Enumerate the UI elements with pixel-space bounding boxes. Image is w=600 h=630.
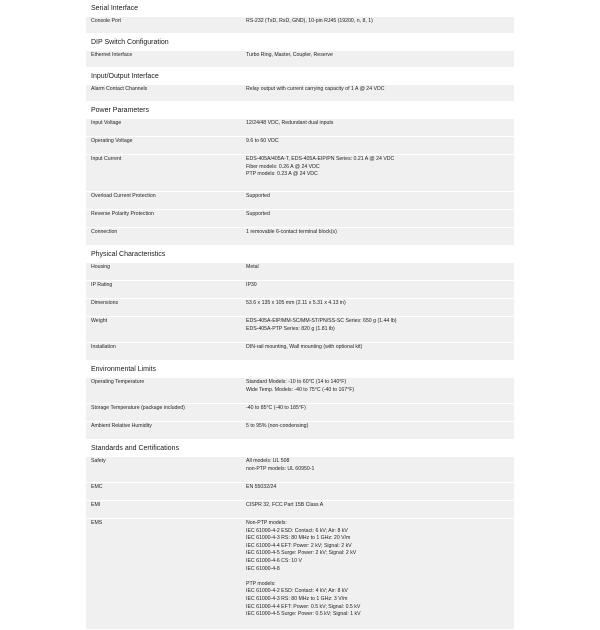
spec-value-line: IEC 61000-4-4 EFT: Power: 2 kV; Signal: 2 kV: [246, 542, 352, 549]
spec-value: [241, 343, 514, 360]
spec-label: Dimensions: [91, 300, 119, 306]
spec-row: [86, 85, 514, 102]
spec-sheet: [86, 0, 514, 630]
spec-value-line: Non-PTP models:: [246, 520, 287, 526]
spec-row: [86, 192, 514, 210]
spec-value-line: IEC 61000-4-3 RS: 80 MHz to 1 GHz: 20 V/m: [246, 535, 351, 542]
spec-value-line: EDS-405A-EIP/MM-SC/MM-ST/PN/SS-SC Series: 650 g (1.44 lb): [246, 318, 397, 324]
section-title: Power Parameters: [91, 107, 149, 114]
spec-value: [241, 192, 514, 209]
spec-value-line: EDS-405A-PTP Series: 820 g (1.81 lb): [246, 325, 335, 332]
spec-value-line: IEC 61000-4-6 CS: 10 V: [246, 557, 302, 564]
spec-row: [86, 483, 514, 501]
spec-value: [241, 457, 514, 482]
spec-label: Input Voltage: [91, 120, 122, 126]
spec-value-line: Standard Models: -10 to 60°C (14 to 140°F): [246, 379, 347, 385]
spec-value: [241, 501, 514, 518]
section-title: Physical Characteristics: [91, 251, 166, 258]
spec-label: Input Current: [91, 156, 122, 162]
spec-row: [86, 404, 514, 422]
spec-value: [241, 299, 514, 316]
spec-row: [86, 501, 514, 519]
spec-value-line: IEC 61000-4-2 ESD: Contact: 4 kV; Air: 8 kV: [246, 588, 348, 595]
spec-label: IP Rating: [91, 282, 113, 288]
spec-row: [86, 210, 514, 228]
spec-value-line: IEC 61000-4-5 Surge: Power: 2 kV; Signal: 2 kV: [246, 550, 357, 557]
spec-value-line: All models: UL 508: [246, 458, 290, 464]
spec-value-line: Wide Temp. Models: -40 to 75°C (-40 to 167°F): [246, 386, 355, 393]
spec-value-line: 1 removable 6-contact terminal block(s): [246, 229, 337, 235]
spec-value-line: IP30: [246, 282, 257, 288]
spec-row: [86, 137, 514, 155]
spec-label: Ethernet Interface: [91, 52, 133, 58]
section-title: Input/Output Interface: [91, 73, 159, 80]
spec-value: [241, 263, 514, 280]
spec-label: Overload Current Protection: [91, 193, 156, 199]
section-title: DIP Switch Configuration: [91, 39, 169, 46]
spec-label: Operating Voltage: [91, 138, 133, 144]
spec-label: Storage Temperature (package included): [91, 405, 185, 411]
spec-row: [86, 519, 514, 630]
spec-label: Connection: [91, 229, 118, 235]
spec-value-line: DIN-rail mounting, Wall mounting (with optional kit): [246, 344, 363, 350]
spec-label: EMS: [91, 520, 103, 526]
spec-value-line: Metal: [246, 264, 259, 270]
spec-row: [86, 17, 514, 34]
spec-label: EMI: [91, 502, 101, 508]
spec-value: [241, 51, 514, 67]
section-title: Serial Interface: [91, 5, 139, 12]
spec-row: [86, 51, 514, 68]
spec-value-line: EN 55032/24: [246, 484, 277, 490]
spec-value: [241, 317, 514, 342]
spec-row: [86, 378, 514, 404]
spec-value-line: IEC 61000-4-8: [246, 565, 280, 572]
spec-label: Operating Temperature: [91, 379, 145, 385]
spec-row: [86, 228, 514, 246]
spec-row: [86, 422, 514, 440]
spec-value: [241, 378, 514, 403]
spec-value-line: Fiber models: 0.26 A @ 24 VDC: [246, 163, 320, 170]
spec-value: [241, 155, 514, 191]
spec-value-line: EDS-405A/405A-T, EDS-405A-EIP/PN Series: 0.21 A @ 24 VDC: [246, 156, 395, 162]
spec-label: Weight: [91, 318, 108, 324]
spec-value-gap: [246, 573, 514, 581]
spec-value-line: -40 to 85°C (-40 to 185°F): [246, 405, 306, 411]
spec-value-line: Relay output with current carrying capacity of 1 A @ 24 VDC: [246, 86, 385, 92]
spec-value-line: PTP models:: [246, 580, 276, 587]
spec-value: [241, 422, 514, 439]
spec-row: [86, 299, 514, 317]
spec-label: Console Port: [91, 18, 121, 24]
spec-row: [86, 457, 514, 483]
spec-value-line: PTP models: 0.23 A @ 24 VDC: [246, 171, 318, 178]
spec-value: [241, 404, 514, 421]
spec-label: Installation: [91, 344, 116, 350]
spec-value-line: RS-232 (TxD, RxD, GND), 10-pin RJ45 (19200, n, 8, 1): [246, 18, 373, 24]
spec-row: [86, 343, 514, 361]
spec-value-line: Turbo Ring, Master, Coupler, Reserve: [246, 52, 333, 58]
spec-value-line: CISPR 32, FCC Part 15B Class A: [246, 502, 324, 508]
spec-value: [241, 210, 514, 227]
spec-row: [86, 155, 514, 192]
spec-value-line: 12/24/48 VDC, Redundant dual inputs: [246, 120, 334, 126]
spec-label: Ambient Relative Humidity: [91, 423, 152, 429]
spec-value: [241, 281, 514, 298]
spec-value-line: 9.6 to 60 VDC: [246, 138, 279, 144]
spec-label: EMC: [91, 484, 103, 490]
spec-row: [86, 317, 514, 343]
spec-value-line: IEC 61000-4-4 EFT: Power: 0.5 kV; Signal: 0.5 kV: [246, 603, 361, 610]
spec-value-line: Supported: [246, 211, 270, 217]
spec-value-line: 53.6 x 135 x 105 mm (2.11 x 5.31 x 4.13 in): [246, 300, 346, 306]
spec-value-line: 5 to 95% (non-condensing): [246, 423, 309, 429]
spec-value-line: IEC 61000-4-5 Surge: Power: 0.5 kV; Signal: 1 kV: [246, 611, 361, 618]
spec-value-line: Supported: [246, 193, 270, 199]
section-title: Environmental Limits: [91, 366, 156, 373]
spec-value: [241, 17, 514, 33]
spec-row: [86, 119, 514, 137]
spec-label: Safety: [91, 458, 106, 464]
spec-value-line: IEC 61000-4-3 RS: 80 MHz to 1 GHz: 3 V/m: [246, 595, 348, 602]
spec-value: [241, 519, 514, 629]
spec-value: [241, 137, 514, 154]
spec-value-line: IEC 61000-4-2 ESD: Contact: 6 kV; Air: 8 kV: [246, 527, 348, 534]
spec-label: Housing: [91, 264, 111, 270]
section-title: Standards and Certifications: [91, 445, 179, 452]
spec-label: Reverse Polarity Protection: [91, 211, 154, 217]
spec-row: [86, 281, 514, 299]
spec-value-line: non-PTP models: UL 60950-1: [246, 465, 315, 472]
spec-value: [241, 228, 514, 245]
spec-row: [86, 263, 514, 281]
spec-value: [241, 483, 514, 500]
spec-value: [241, 85, 514, 101]
spec-value: [241, 119, 514, 136]
spec-label: Alarm Contact Channels: [91, 86, 148, 92]
